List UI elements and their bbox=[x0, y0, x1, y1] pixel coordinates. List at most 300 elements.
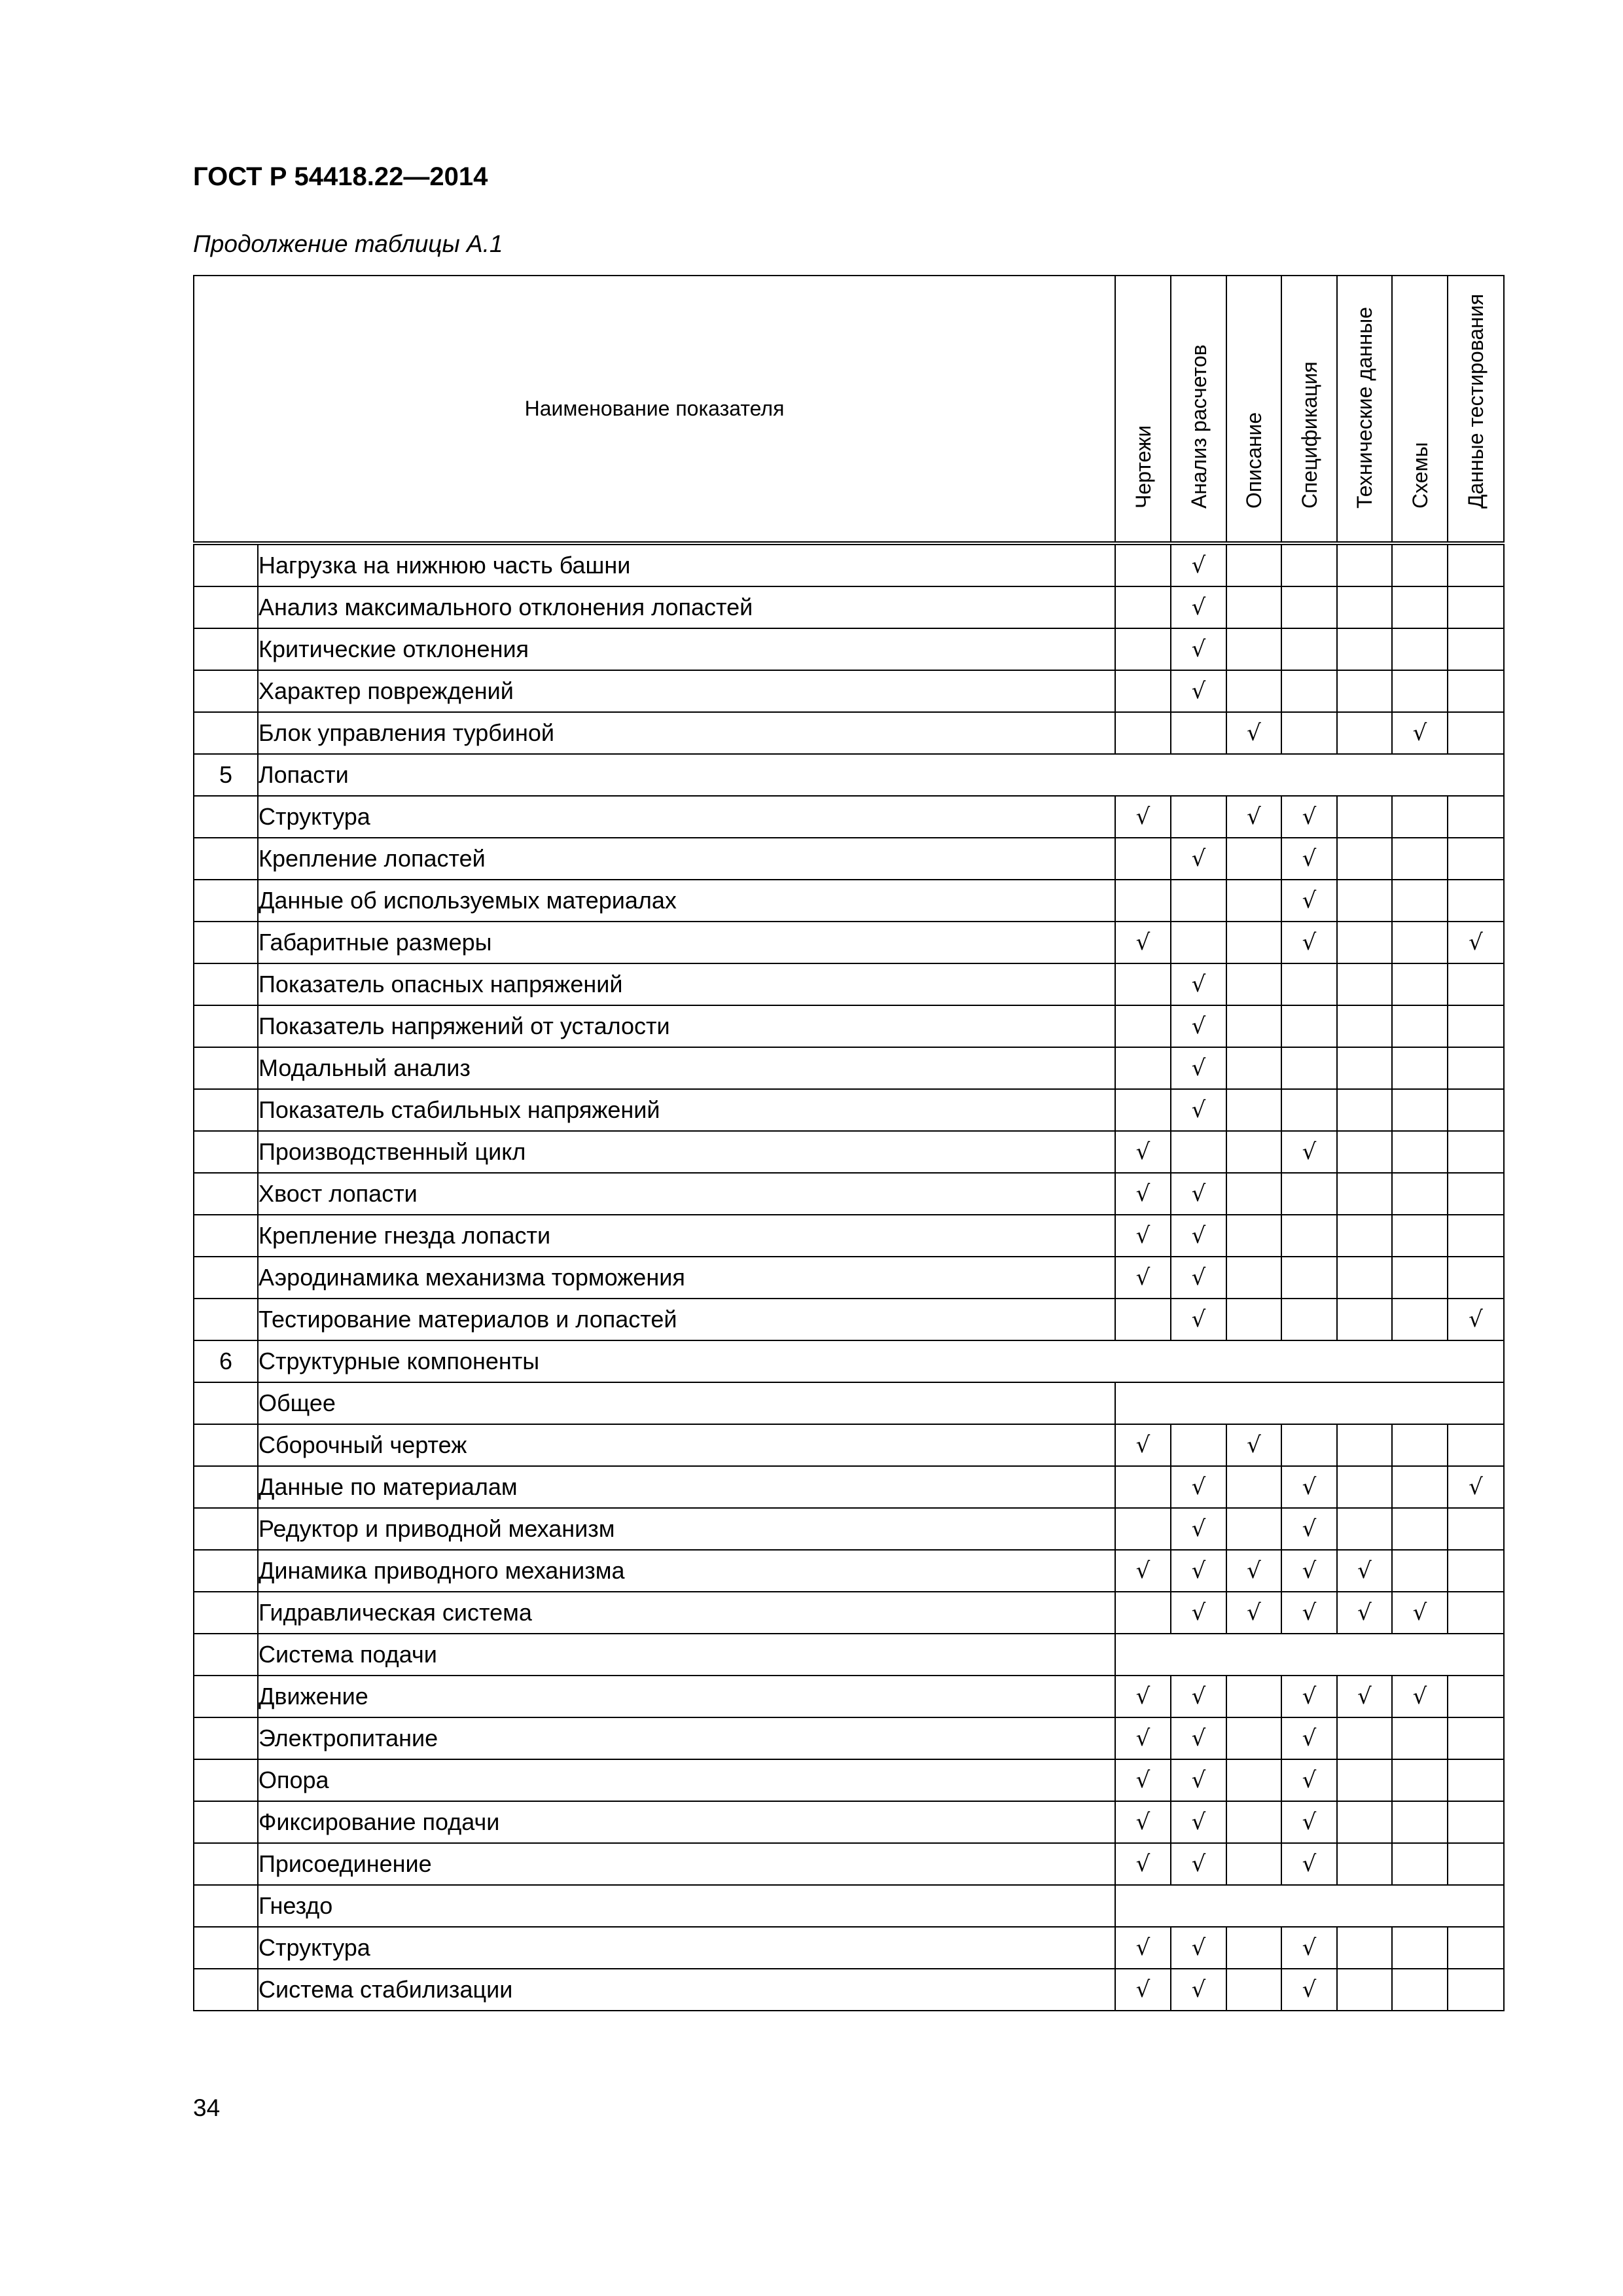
check-mark: √ bbox=[1115, 1424, 1171, 1466]
row-number bbox=[194, 1005, 258, 1047]
empty-cell bbox=[1281, 712, 1337, 754]
check-mark: √ bbox=[1171, 1717, 1226, 1759]
empty-cell bbox=[1226, 1257, 1281, 1299]
empty-cell bbox=[1115, 1089, 1171, 1131]
empty-cell bbox=[1392, 670, 1448, 712]
empty-cell bbox=[1448, 1047, 1504, 1089]
check-mark: √ bbox=[1115, 1676, 1171, 1717]
table-row bbox=[194, 586, 1504, 628]
row-number bbox=[194, 670, 258, 712]
row-number bbox=[194, 1969, 258, 2011]
empty-cell bbox=[1226, 1005, 1281, 1047]
check-mark: √ bbox=[1171, 1005, 1226, 1047]
check-mark: √ bbox=[1281, 1969, 1337, 2011]
check-mark: √ bbox=[1115, 1717, 1171, 1759]
row-number bbox=[194, 1927, 258, 1969]
empty-cell bbox=[1281, 963, 1337, 1005]
check-mark: √ bbox=[1171, 1089, 1226, 1131]
row-name: Лопасти bbox=[258, 754, 1504, 796]
row-number bbox=[194, 586, 258, 628]
row-name: Гидравлическая система bbox=[258, 1592, 1115, 1634]
empty-cell bbox=[1337, 670, 1392, 712]
empty-cell bbox=[1226, 1801, 1281, 1843]
table-row bbox=[194, 1634, 1504, 1676]
empty-cell bbox=[1448, 1131, 1504, 1173]
row-name: Показатель стабильных напряжений bbox=[258, 1089, 1115, 1131]
column-header-calc-analysis: Анализ расчетов bbox=[1171, 276, 1226, 543]
empty-cell bbox=[1337, 1257, 1392, 1299]
table-row bbox=[194, 1801, 1504, 1843]
row-number bbox=[194, 628, 258, 670]
empty-cell bbox=[1281, 1257, 1337, 1299]
empty-cell bbox=[1281, 670, 1337, 712]
check-mark: √ bbox=[1226, 1592, 1281, 1634]
check-mark: √ bbox=[1337, 1592, 1392, 1634]
check-mark: √ bbox=[1337, 1550, 1392, 1592]
empty-cell bbox=[1337, 1047, 1392, 1089]
check-mark: √ bbox=[1115, 1173, 1171, 1215]
empty-cell bbox=[1281, 1005, 1337, 1047]
empty-cell bbox=[1337, 1969, 1392, 2011]
empty-cell bbox=[1337, 1173, 1392, 1215]
empty-cell bbox=[1171, 1424, 1226, 1466]
row-name: Редуктор и приводной механизм bbox=[258, 1508, 1115, 1550]
check-mark: √ bbox=[1281, 1801, 1337, 1843]
check-mark: √ bbox=[1392, 712, 1448, 754]
empty-cell bbox=[1392, 1927, 1448, 1969]
table-row bbox=[194, 838, 1504, 880]
check-mark: √ bbox=[1171, 586, 1226, 628]
check-mark: √ bbox=[1281, 880, 1337, 922]
row-name: Структура bbox=[258, 1927, 1115, 1969]
table-row bbox=[194, 1089, 1504, 1131]
check-mark: √ bbox=[1281, 838, 1337, 880]
check-mark: √ bbox=[1171, 1759, 1226, 1801]
check-mark: √ bbox=[1115, 1215, 1171, 1257]
check-mark: √ bbox=[1171, 628, 1226, 670]
empty-cell bbox=[1337, 963, 1392, 1005]
check-mark: √ bbox=[1115, 1843, 1171, 1885]
empty-cell bbox=[1392, 796, 1448, 838]
empty-cell bbox=[1392, 1005, 1448, 1047]
row-name: Присоединение bbox=[258, 1843, 1115, 1885]
empty-cell bbox=[1226, 586, 1281, 628]
check-mark: √ bbox=[1171, 1801, 1226, 1843]
check-mark: √ bbox=[1392, 1592, 1448, 1634]
empty-cell bbox=[1226, 1131, 1281, 1173]
table-row bbox=[194, 1005, 1504, 1047]
check-mark: √ bbox=[1115, 922, 1171, 963]
empty-cell bbox=[1448, 1759, 1504, 1801]
empty-cell bbox=[1448, 963, 1504, 1005]
empty-cell bbox=[1448, 1717, 1504, 1759]
empty-cell bbox=[1281, 1173, 1337, 1215]
row-number bbox=[194, 1173, 258, 1215]
table-row bbox=[194, 796, 1504, 838]
row-name: Нагрузка на нижнюю часть башни bbox=[258, 543, 1115, 586]
empty-cell bbox=[1337, 1005, 1392, 1047]
subsection-blank bbox=[1115, 1885, 1504, 1927]
row-number bbox=[194, 838, 258, 880]
row-number bbox=[194, 1759, 258, 1801]
empty-cell bbox=[1392, 1424, 1448, 1466]
row-name: Структурные компоненты bbox=[258, 1340, 1504, 1382]
empty-cell bbox=[1115, 1047, 1171, 1089]
check-mark: √ bbox=[1171, 838, 1226, 880]
table-row bbox=[194, 670, 1504, 712]
check-mark: √ bbox=[1115, 1969, 1171, 2011]
empty-cell bbox=[1392, 1089, 1448, 1131]
row-name: Данные об используемых материалах bbox=[258, 880, 1115, 922]
empty-cell bbox=[1226, 543, 1281, 586]
row-name: Характер повреждений bbox=[258, 670, 1115, 712]
check-mark: √ bbox=[1171, 1466, 1226, 1508]
row-number bbox=[194, 963, 258, 1005]
empty-cell bbox=[1226, 1969, 1281, 2011]
empty-cell bbox=[1337, 1299, 1392, 1340]
empty-cell bbox=[1337, 712, 1392, 754]
check-mark: √ bbox=[1171, 1508, 1226, 1550]
check-mark: √ bbox=[1281, 1508, 1337, 1550]
empty-cell bbox=[1226, 670, 1281, 712]
empty-cell bbox=[1448, 543, 1504, 586]
row-number bbox=[194, 1717, 258, 1759]
check-mark: √ bbox=[1281, 1759, 1337, 1801]
row-number bbox=[194, 1257, 258, 1299]
row-name: Гнездо bbox=[258, 1885, 1115, 1927]
row-number bbox=[194, 1508, 258, 1550]
row-name: Движение bbox=[258, 1676, 1115, 1717]
name-column-header: Наименование показателя bbox=[194, 276, 1115, 543]
empty-cell bbox=[1115, 670, 1171, 712]
empty-cell bbox=[1337, 543, 1392, 586]
standard-header: ГОСТ Р 54418.22—2014 bbox=[193, 162, 488, 191]
empty-cell bbox=[1448, 1927, 1504, 1969]
check-mark: √ bbox=[1171, 1843, 1226, 1885]
indicators-table bbox=[193, 275, 1505, 2011]
check-mark: √ bbox=[1115, 1550, 1171, 1592]
empty-cell bbox=[1337, 1508, 1392, 1550]
empty-cell bbox=[1281, 1047, 1337, 1089]
table-row bbox=[194, 1927, 1504, 1969]
empty-cell bbox=[1281, 1089, 1337, 1131]
check-mark: √ bbox=[1448, 922, 1504, 963]
table-row bbox=[194, 628, 1504, 670]
table-row bbox=[194, 963, 1504, 1005]
empty-cell bbox=[1337, 1089, 1392, 1131]
empty-cell bbox=[1337, 1131, 1392, 1173]
empty-cell bbox=[1448, 838, 1504, 880]
empty-cell bbox=[1392, 1131, 1448, 1173]
empty-cell bbox=[1337, 1717, 1392, 1759]
row-number bbox=[194, 1843, 258, 1885]
empty-cell bbox=[1392, 1969, 1448, 2011]
check-mark: √ bbox=[1281, 1466, 1337, 1508]
empty-cell bbox=[1171, 1131, 1226, 1173]
empty-cell bbox=[1448, 1969, 1504, 2011]
check-mark: √ bbox=[1226, 712, 1281, 754]
empty-cell bbox=[1448, 796, 1504, 838]
empty-cell bbox=[1337, 1801, 1392, 1843]
empty-cell bbox=[1448, 670, 1504, 712]
empty-cell bbox=[1226, 1173, 1281, 1215]
empty-cell bbox=[1392, 1550, 1448, 1592]
check-mark: √ bbox=[1115, 796, 1171, 838]
table-row bbox=[194, 1047, 1504, 1089]
empty-cell bbox=[1392, 1173, 1448, 1215]
empty-cell bbox=[1392, 1801, 1448, 1843]
column-header-specification: Спецификация bbox=[1281, 276, 1337, 543]
empty-cell bbox=[1281, 1424, 1337, 1466]
check-mark: √ bbox=[1281, 1843, 1337, 1885]
row-name: Крепление лопастей bbox=[258, 838, 1115, 880]
table-row bbox=[194, 1173, 1504, 1215]
empty-cell bbox=[1281, 543, 1337, 586]
check-mark: √ bbox=[1115, 1257, 1171, 1299]
empty-cell bbox=[1392, 1843, 1448, 1885]
table-row bbox=[194, 880, 1504, 922]
empty-cell bbox=[1337, 1466, 1392, 1508]
row-number bbox=[194, 1131, 258, 1173]
empty-cell bbox=[1448, 1801, 1504, 1843]
empty-cell bbox=[1226, 1466, 1281, 1508]
check-mark: √ bbox=[1171, 1969, 1226, 2011]
table-row bbox=[194, 712, 1504, 754]
empty-cell bbox=[1392, 628, 1448, 670]
empty-cell bbox=[1392, 1508, 1448, 1550]
check-mark: √ bbox=[1448, 1299, 1504, 1340]
table-row bbox=[194, 1717, 1504, 1759]
row-number bbox=[194, 1550, 258, 1592]
empty-cell bbox=[1392, 880, 1448, 922]
empty-cell bbox=[1226, 1717, 1281, 1759]
empty-cell bbox=[1226, 1508, 1281, 1550]
empty-cell bbox=[1115, 586, 1171, 628]
row-name: Модальный анализ bbox=[258, 1047, 1115, 1089]
row-name: Система подачи bbox=[258, 1634, 1115, 1676]
row-name: Габаритные размеры bbox=[258, 922, 1115, 963]
empty-cell bbox=[1448, 1257, 1504, 1299]
check-mark: √ bbox=[1171, 543, 1226, 586]
empty-cell bbox=[1226, 1676, 1281, 1717]
check-mark: √ bbox=[1226, 1424, 1281, 1466]
table-header-row bbox=[194, 276, 1504, 543]
table-caption: Продолжение таблицы А.1 bbox=[193, 230, 503, 257]
row-name: Хвост лопасти bbox=[258, 1173, 1115, 1215]
check-mark: √ bbox=[1171, 1592, 1226, 1634]
empty-cell bbox=[1115, 1005, 1171, 1047]
check-mark: √ bbox=[1171, 1927, 1226, 1969]
empty-cell bbox=[1171, 922, 1226, 963]
row-number bbox=[194, 1801, 258, 1843]
row-number bbox=[194, 1466, 258, 1508]
empty-cell bbox=[1392, 1215, 1448, 1257]
row-number bbox=[194, 922, 258, 963]
row-number bbox=[194, 880, 258, 922]
check-mark: √ bbox=[1171, 1215, 1226, 1257]
row-name: Показатель напряжений от усталости bbox=[258, 1005, 1115, 1047]
empty-cell bbox=[1281, 628, 1337, 670]
empty-cell bbox=[1392, 586, 1448, 628]
table-row bbox=[194, 1257, 1504, 1299]
check-mark: √ bbox=[1281, 1927, 1337, 1969]
empty-cell bbox=[1226, 922, 1281, 963]
empty-cell bbox=[1448, 1508, 1504, 1550]
empty-cell bbox=[1448, 1550, 1504, 1592]
empty-cell bbox=[1337, 1843, 1392, 1885]
table-row bbox=[194, 1969, 1504, 2011]
row-name: Критические отклонения bbox=[258, 628, 1115, 670]
check-mark: √ bbox=[1171, 1676, 1226, 1717]
check-mark: √ bbox=[1171, 1550, 1226, 1592]
empty-cell bbox=[1448, 1005, 1504, 1047]
empty-cell bbox=[1392, 838, 1448, 880]
empty-cell bbox=[1392, 1759, 1448, 1801]
empty-cell bbox=[1448, 712, 1504, 754]
empty-cell bbox=[1226, 1299, 1281, 1340]
empty-cell bbox=[1448, 880, 1504, 922]
table-row bbox=[194, 754, 1504, 796]
row-name: Анализ максимального отклонения лопастей bbox=[258, 586, 1115, 628]
subsection-blank bbox=[1115, 1382, 1504, 1424]
empty-cell bbox=[1115, 880, 1171, 922]
column-header-schemes: Схемы bbox=[1392, 276, 1448, 543]
row-number bbox=[194, 796, 258, 838]
column-header-test-data: Данные тестирования bbox=[1448, 276, 1504, 543]
row-number bbox=[194, 543, 258, 586]
empty-cell bbox=[1337, 586, 1392, 628]
empty-cell bbox=[1171, 796, 1226, 838]
empty-cell bbox=[1115, 712, 1171, 754]
row-name: Крепление гнезда лопасти bbox=[258, 1215, 1115, 1257]
check-mark: √ bbox=[1281, 1676, 1337, 1717]
table-row bbox=[194, 1131, 1504, 1173]
check-mark: √ bbox=[1281, 922, 1337, 963]
row-number bbox=[194, 1592, 258, 1634]
empty-cell bbox=[1337, 1424, 1392, 1466]
table-row bbox=[194, 1299, 1504, 1340]
row-name: Тестирование материалов и лопастей bbox=[258, 1299, 1115, 1340]
empty-cell bbox=[1448, 1676, 1504, 1717]
empty-cell bbox=[1226, 963, 1281, 1005]
empty-cell bbox=[1115, 1592, 1171, 1634]
row-number bbox=[194, 1299, 258, 1340]
page-number: 34 bbox=[193, 2094, 221, 2121]
table-row bbox=[194, 1550, 1504, 1592]
empty-cell bbox=[1448, 586, 1504, 628]
check-mark: √ bbox=[1281, 1131, 1337, 1173]
empty-cell bbox=[1392, 1466, 1448, 1508]
empty-cell bbox=[1392, 1299, 1448, 1340]
table-row bbox=[194, 1592, 1504, 1634]
empty-cell bbox=[1448, 1424, 1504, 1466]
empty-cell bbox=[1392, 1717, 1448, 1759]
check-mark: √ bbox=[1115, 1927, 1171, 1969]
row-number bbox=[194, 712, 258, 754]
row-name: Структура bbox=[258, 796, 1115, 838]
column-header-technical-data: Технические данные bbox=[1337, 276, 1392, 543]
check-mark: √ bbox=[1171, 1173, 1226, 1215]
empty-cell bbox=[1337, 880, 1392, 922]
row-number bbox=[194, 1634, 258, 1676]
check-mark: √ bbox=[1281, 1717, 1337, 1759]
empty-cell bbox=[1337, 628, 1392, 670]
check-mark: √ bbox=[1171, 670, 1226, 712]
empty-cell bbox=[1337, 838, 1392, 880]
row-name: Аэродинамика механизма торможения bbox=[258, 1257, 1115, 1299]
check-mark: √ bbox=[1171, 1257, 1226, 1299]
empty-cell bbox=[1392, 963, 1448, 1005]
row-name: Фиксирование подачи bbox=[258, 1801, 1115, 1843]
check-mark: √ bbox=[1226, 796, 1281, 838]
table-row bbox=[194, 1340, 1504, 1382]
table-row bbox=[194, 1759, 1504, 1801]
row-number bbox=[194, 1382, 258, 1424]
check-mark: √ bbox=[1448, 1466, 1504, 1508]
table-row bbox=[194, 1843, 1504, 1885]
empty-cell bbox=[1337, 922, 1392, 963]
row-name: Сборочный чертеж bbox=[258, 1424, 1115, 1466]
empty-cell bbox=[1281, 586, 1337, 628]
empty-cell bbox=[1226, 838, 1281, 880]
empty-cell bbox=[1337, 1927, 1392, 1969]
table-row bbox=[194, 543, 1504, 586]
empty-cell bbox=[1448, 1215, 1504, 1257]
check-mark: √ bbox=[1171, 1047, 1226, 1089]
table-row bbox=[194, 1676, 1504, 1717]
table-row bbox=[194, 1885, 1504, 1927]
check-mark: √ bbox=[1171, 963, 1226, 1005]
empty-cell bbox=[1115, 963, 1171, 1005]
row-name: Электропитание bbox=[258, 1717, 1115, 1759]
check-mark: √ bbox=[1392, 1676, 1448, 1717]
row-number bbox=[194, 1676, 258, 1717]
check-mark: √ bbox=[1281, 796, 1337, 838]
empty-cell bbox=[1448, 1592, 1504, 1634]
table-body bbox=[194, 543, 1504, 2011]
empty-cell bbox=[1226, 1215, 1281, 1257]
row-number bbox=[194, 1885, 258, 1927]
subsection-blank bbox=[1115, 1634, 1504, 1676]
empty-cell bbox=[1337, 796, 1392, 838]
row-name: Система стабилизации bbox=[258, 1969, 1115, 2011]
check-mark: √ bbox=[1226, 1550, 1281, 1592]
column-header-drawings: Чертежи bbox=[1115, 276, 1171, 543]
row-name: Данные по материалам bbox=[258, 1466, 1115, 1508]
table-row bbox=[194, 1508, 1504, 1550]
row-name: Показатель опасных напряжений bbox=[258, 963, 1115, 1005]
empty-cell bbox=[1115, 838, 1171, 880]
check-mark: √ bbox=[1171, 1299, 1226, 1340]
empty-cell bbox=[1337, 1215, 1392, 1257]
empty-cell bbox=[1448, 628, 1504, 670]
empty-cell bbox=[1115, 1508, 1171, 1550]
empty-cell bbox=[1281, 1299, 1337, 1340]
empty-cell bbox=[1226, 880, 1281, 922]
empty-cell bbox=[1226, 1843, 1281, 1885]
empty-cell bbox=[1448, 1173, 1504, 1215]
empty-cell bbox=[1226, 1759, 1281, 1801]
row-name: Производственный цикл bbox=[258, 1131, 1115, 1173]
table-row bbox=[194, 1424, 1504, 1466]
row-number bbox=[194, 1047, 258, 1089]
empty-cell bbox=[1226, 1927, 1281, 1969]
empty-cell bbox=[1448, 1843, 1504, 1885]
empty-cell bbox=[1171, 712, 1226, 754]
empty-cell bbox=[1226, 628, 1281, 670]
check-mark: √ bbox=[1337, 1676, 1392, 1717]
table-row bbox=[194, 922, 1504, 963]
